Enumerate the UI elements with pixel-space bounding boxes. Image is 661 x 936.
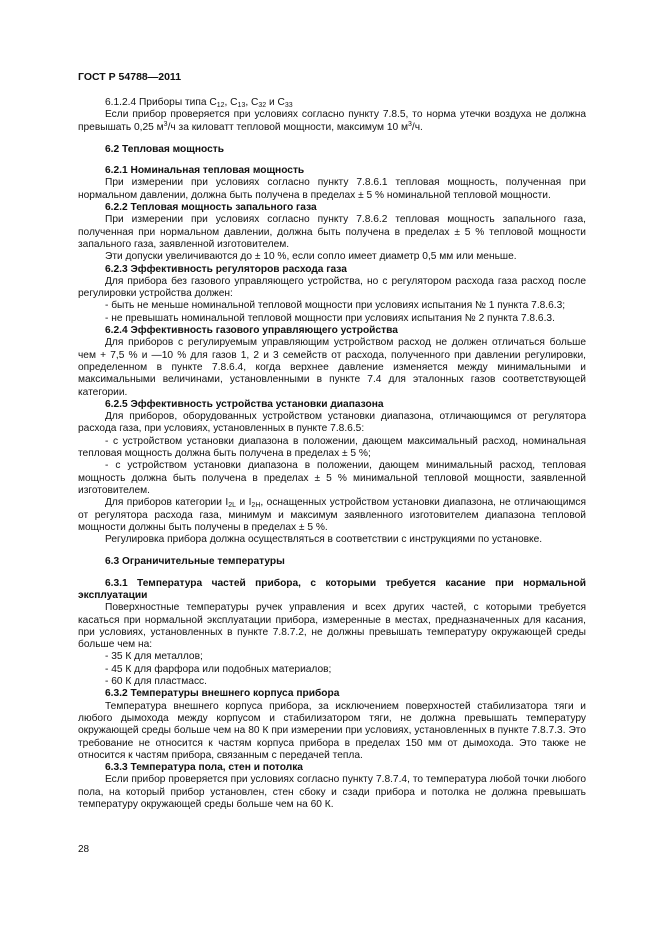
clause-6-2-3-list-item: - не превышать номинальной тепловой мощности при условиях испытания № 2 пункта 7.8.6.3. <box>105 312 555 324</box>
clause-6-3-1-list-item: - 45 К для фарфора или подобных материалов; <box>105 663 332 675</box>
clause-6-2-4-text: Для приборов с регулируемым управляющим устройством расход не должен отличаться больше чем + 7,5 % и —10 % для газов 1, 2 и 3 семейств от расхода, полученного при давлении регулировки, определенном в пункте 7.8.6.4, когда верхнее давление изменяется между минимальными и максимальными величинами, установленными в пункте 7.4 для эталонных газов соответствующей категории. <box>78 337 586 398</box>
clause-6-1-2-4-title: 6.1.2.4 Приборы типа $С_{12}$, $С_{13}$, $С_{32}$ и $С_{33}$ <box>105 97 293 109</box>
clause-6-2-3-text: Для прибора без газового управляющего устройства, но с регулятором расхода газа расход после регулировки устройства должен: <box>78 275 586 300</box>
clause-6-3-1-list-item: - 35 К для металлов; <box>105 651 203 663</box>
clause-6-3-3-heading: 6.3.3 Температура пола, стен и потолка <box>105 762 303 774</box>
clause-6-2-3-list-item: - быть не меньше номинальной тепловой мощности при условиях испытания № 1 пункта 7.8.6.3; <box>105 300 566 312</box>
clause-6-3-3-text: Если прибор проверяется при условиях согласно пункту 7.8.7.4, то температура любой точки любого пола, на который прибор установлен, стен сбоку и сзади прибора и потолка не должна превышать температуру окружающей среды больше чем на 60 К. <box>78 774 586 811</box>
clause-6-3-1-heading: 6.3.1 Температура частей прибора, с которыми требуется касание при нормальной эксплуатации <box>78 577 586 601</box>
clause-6-2-5-list-item: - с устройством установки диапазона в положении, дающем минимальный расход, тепловая мощность должна быть получена в пределах ± 5 % минимальной тепловой мощности, заявленной изготовителем. <box>78 460 586 496</box>
clause-6-2-2-heading: 6.2.2 Тепловая мощность запального газа <box>105 202 317 214</box>
clause-6-2-5-category-text: Для приборов категории $I_{2L}$ и $I_{2H}$, оснащенных устройством установки диапазона, не отличающимся от регулятора расхода газа, минимум и максимум заявленного изготовителем диапазона тепловой мощности должны быть получены в пределах ± 5 %. <box>78 497 586 533</box>
document-body <box>78 97 586 811</box>
document-header: ГОСТ Р 54788—2011 <box>78 71 182 83</box>
section-6-3-heading: 6.3 Ограничительные температуры <box>105 556 285 568</box>
section-6-2-heading: 6.2 Тепловая мощность <box>105 143 225 155</box>
clause-6-2-5-text-3: Регулировка прибора должна осуществляться в соответствии с инструкциями по установке. <box>105 534 543 546</box>
clause-6-3-2-text: Температура внешнего корпуса прибора, за исключением поверхностей стабилизатора тяги и любого дымохода между корпусом и стабилизатором тяги, не должна превышать температуру окружающей среды больше чем на 80 К при измерении при условиях, установленных в пункте 7.8.7.3. Это требование не относится к частям корпуса прибора в пределах 150 мм от дымохода. Это также не относится к частям прибора, связанным с передачей тепла. <box>78 700 586 761</box>
clause-6-1-2-4-text: Если прибор проверяется при условиях согласно пункту 7.8.5, то норма утечки воздуха не должна превышать 0,25 $м^3/ч$ за киловатт тепловой мощности, максимум 10 $м^3/ч$. <box>78 109 586 133</box>
clause-6-3-1-list-item: - 60 К для пластмасс. <box>105 676 207 688</box>
clause-6-2-5-heading: 6.2.5 Эффективность устройства установки диапазона <box>105 398 384 410</box>
clause-6-2-1-heading: 6.2.1 Номинальная тепловая мощность <box>105 165 305 177</box>
clause-6-3-1-text: Поверхностные температуры ручек управления и всех других частей, с которыми требуется касаться при нормальной эксплуатации прибора, измеренные в местах, предназначенных для касания, при условиях, установленных в пункте 7.8.7.2, не должны превышать температуру окружающей среды больше чем на: <box>78 602 586 651</box>
clause-6-2-3-heading: 6.2.3 Эффективность регуляторов расхода газа <box>105 263 347 275</box>
clause-6-2-5-text: Для приборов, оборудованных устройством установки диапазона, отличающимся от регулятора расхода газа, при условиях, установленных в пункте 7.8.6.5: <box>78 411 586 435</box>
clause-6-2-2-text: При измерении при условиях согласно пункту 7.8.6.2 тепловая мощность запального газа, полученная при нормальном давлении, должна быть получена в пределах ± 5 % тепловой мощности запального газа, заявленной изготовителем. <box>78 214 586 250</box>
clause-6-2-2-text-2: Эти допуски увеличиваются до ± 10 %, если сопло имеет диаметр 0,5 мм или меньше. <box>105 251 517 263</box>
clause-6-2-1-text: При измерении при условиях согласно пункту 7.8.6.1 тепловая мощность, полученная при нормальном давлении, должна быть получена в пределах ± 5 % номинальной тепловой мощности. <box>78 177 586 201</box>
page-number: 28 <box>78 844 90 855</box>
clause-6-2-5-list-item: - с устройством установки диапазона в положении, дающем максимальный расход, номинальная тепловая мощность должна быть получена в пределах ± 5 %; <box>78 435 586 460</box>
clause-6-2-4-heading: 6.2.4 Эффективность газового управляющего устройства <box>105 325 398 337</box>
clause-6-3-2-heading: 6.3.2 Температуры внешнего корпуса прибора <box>105 688 340 700</box>
